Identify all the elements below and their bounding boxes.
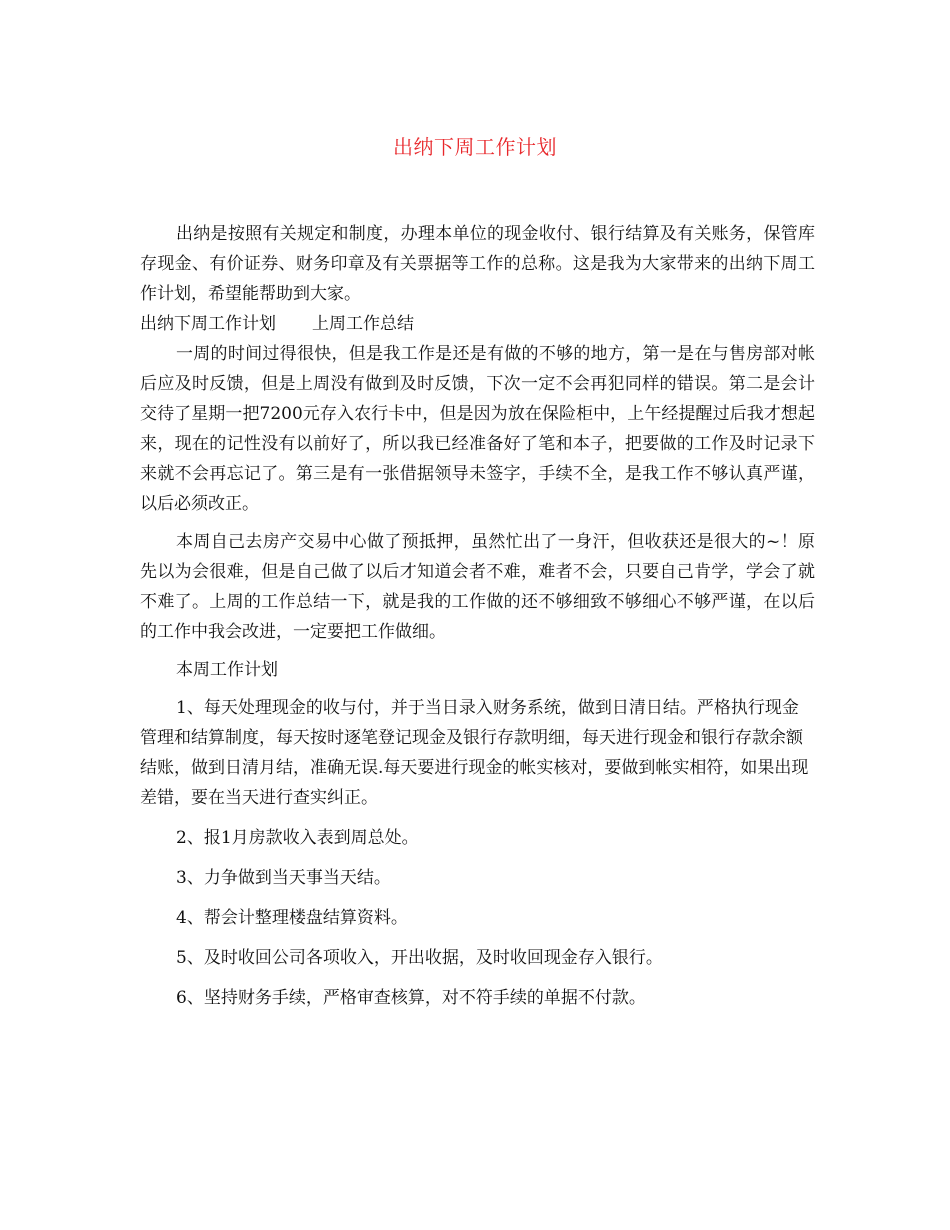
- summary-paragraph-1: 一周的时间过得很快，但是我工作是还是有做的不够的地方，第一是在与售房部对帐后应及时反馈，但是上周没有做到及时反馈，下次一定不会再犯同样的错误。第二是会计交待了星期一把7200元存入农行卡中，但是因为放在保险柜中，上午经提醒过后我才想起来，现在的记性没有以前好了，所以我已经准备好了笔和本子，把要做的工作及时记录下来就不会再忘记了。第三是有一张借据领导未签字，手续不全，是我工作不够认真严谨，以后必须改正。: [140, 344, 815, 514]
- document-body: [140, 219, 815, 1013]
- plan-item-6: 6、坚持财务手续，严格审查核算，对不符手续的单据不付款。: [176, 988, 646, 1008]
- plan-item-2: 2、报1月房款收入表到周总处。: [176, 828, 419, 848]
- plan-item-4: 4、帮会计整理楼盘结算资料。: [176, 908, 408, 928]
- plan-item-5: 5、及时收回公司各项收入，开出收据，及时收回现金存入银行。: [176, 948, 663, 968]
- plan-list: [140, 693, 815, 1013]
- plan-heading: 本周工作计划: [176, 660, 278, 680]
- plan-item-1: 1、每天处理现金的收与付，并于当日录入财务系统，做到日清日结。严格执行现金管理和结算制度，每天按时逐笔登记现金及银行存款明细，每天进行现金和银行存款余额结账，做到日清月结，准确无误.每天要进行现金的帐实核对，要做到帐实相符，如果出现差错，要在当天进行查实纠正。: [140, 698, 809, 808]
- plan-item-3: 3、力争做到当天事当天结。: [176, 868, 391, 888]
- document-title: 出纳下周工作计划: [393, 135, 557, 159]
- intro-paragraph: 出纳是按照有关规定和制度，办理本单位的现金收付、银行结算及有关账务，保管库存现金、有价证券、财务印章及有关票据等工作的总称。这是我为大家带来的出纳下周工作计划，希望能帮助到大家。: [140, 224, 815, 304]
- subheading-right: 上周工作总结: [312, 314, 414, 334]
- subheading-line: [140, 309, 815, 339]
- summary-paragraph-2: 本周自己去房产交易中心做了预抵押，虽然忙出了一身汗，但收获还是很大的~！原先以为会很难，但是自己做了以后才知道会者不难，难者不会，只要自己肯学，学会了就不难了。上周的工作总结一下，就是我的工作做的还不够细致不够细心不够严谨，在以后的工作中我会改进，一定要把工作做细。: [140, 532, 815, 642]
- subheading-left: 出纳下周工作计划: [140, 314, 276, 334]
